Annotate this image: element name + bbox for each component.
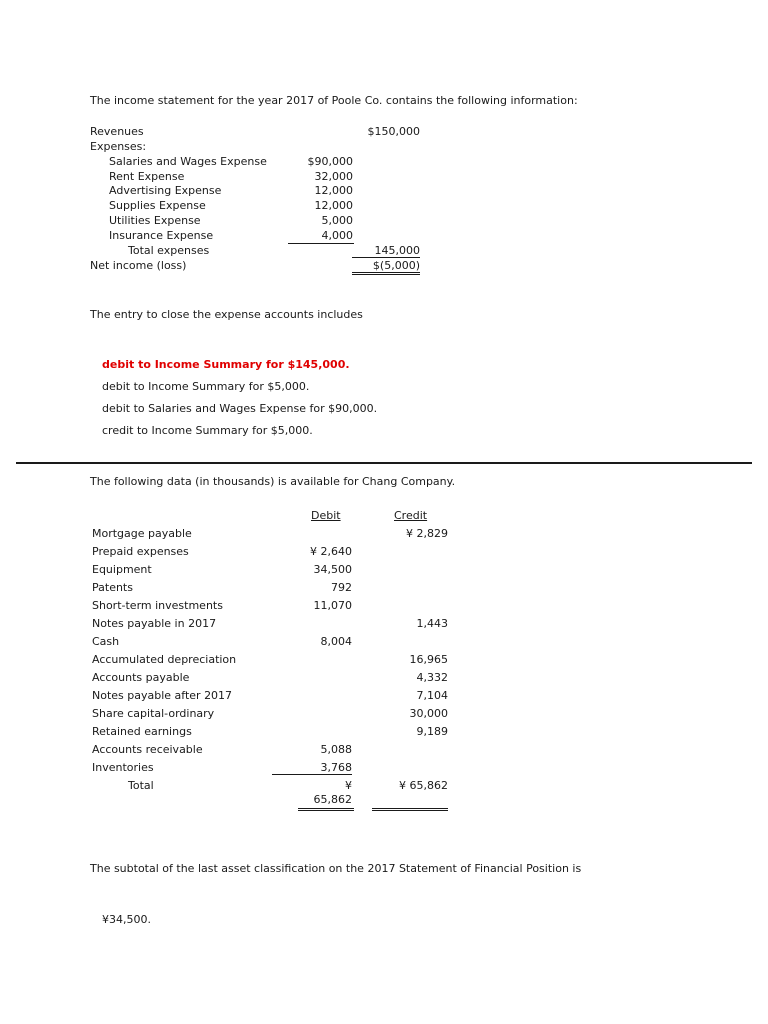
q2-prompt: The following data (in thousands) is available for Chang Company.: [90, 475, 456, 488]
credit-cell: 1,443: [416, 617, 448, 630]
credit-cell: 4,332: [416, 671, 448, 684]
account-label: Accounts payable: [92, 671, 190, 684]
account-label: Short-term investments: [92, 599, 223, 612]
net-income-label: Net income (loss): [90, 259, 187, 272]
expense-value: 12,000: [314, 199, 353, 212]
expense-label: Insurance Expense: [109, 229, 214, 242]
revenues-label: Revenues: [90, 125, 144, 138]
option-d[interactable]: credit to Income Summary for $5,000.: [102, 424, 313, 437]
total-credit-value: ¥ 65,862: [399, 779, 448, 792]
expense-label: Salaries and Wages Expense: [109, 155, 267, 168]
revenues-value: $150,000: [367, 125, 420, 138]
total-debit-symbol: ¥: [345, 779, 352, 792]
expense-value: 4,000: [321, 229, 353, 242]
account-label: Notes payable in 2017: [92, 617, 217, 630]
credit-cell: 7,104: [416, 689, 448, 702]
credit-cell: ¥ 2,829: [406, 527, 448, 540]
debit-cell: 34,500: [313, 563, 352, 576]
total-expenses-value: 145,000: [352, 244, 420, 258]
debit-cell: 8,004: [320, 635, 352, 648]
account-label: Prepaid expenses: [92, 545, 189, 558]
total-debit-value: 65,862: [313, 793, 352, 806]
account-label: Inventories: [92, 761, 154, 774]
account-label: Accumulated depreciation: [92, 653, 237, 666]
credit-cell: 16,965: [409, 653, 448, 666]
expense-value: 32,000: [314, 170, 353, 183]
expense-value: 5,000: [321, 214, 353, 227]
credit-header: Credit: [394, 509, 428, 522]
account-label: Accounts receivable: [92, 743, 203, 756]
expense-value: 12,000: [314, 184, 353, 197]
option-c[interactable]: debit to Salaries and Wages Expense for $90,000.: [102, 402, 378, 415]
debit-cell: 3,768: [272, 761, 352, 775]
expenses-label: Expenses:: [90, 140, 147, 153]
account-label: Equipment: [92, 563, 152, 576]
expense-label: Utilities Expense: [109, 214, 201, 227]
q2-question: The subtotal of the last asset classification on the 2017 Statement of Financial Position is: [90, 862, 582, 875]
total-expenses-label: Total expenses: [128, 244, 210, 257]
credit-cell: 9,189: [416, 725, 448, 738]
expense-subtotal-rule: [288, 243, 354, 244]
debit-cell: 792: [331, 581, 352, 594]
expense-value: $90,000: [307, 155, 353, 168]
debit-cell: 11,070: [313, 599, 352, 612]
expense-label: Rent Expense: [109, 170, 185, 183]
debit-cell: ¥ 2,640: [310, 545, 352, 558]
option-b[interactable]: debit to Income Summary for $5,000.: [102, 380, 310, 393]
q1-prompt: The income statement for the year 2017 of Poole Co. contains the following information:: [90, 94, 578, 107]
total-credit-double-rule: [372, 808, 448, 811]
credit-cell: 30,000: [409, 707, 448, 720]
expense-label: Advertising Expense: [109, 184, 222, 197]
account-label: Share capital-ordinary: [92, 707, 215, 720]
expense-label: Supplies Expense: [109, 199, 206, 212]
option-a-correct[interactable]: debit to Income Summary for $145,000.: [102, 358, 350, 371]
net-income-value: $(5,000): [352, 259, 420, 275]
account-label: Mortgage payable: [92, 527, 192, 540]
total-debit-double-rule: [298, 808, 354, 811]
section-divider: [16, 462, 752, 464]
q2-answer: ¥34,500.: [102, 913, 151, 926]
account-label: Retained earnings: [92, 725, 192, 738]
account-label: Cash: [92, 635, 120, 648]
total-label: Total: [128, 779, 154, 792]
debit-cell: 5,088: [320, 743, 352, 756]
account-label: Notes payable after 2017: [92, 689, 233, 702]
account-label: Patents: [92, 581, 133, 594]
debit-header: Debit: [311, 509, 341, 522]
q1-question: The entry to close the expense accounts includes: [90, 308, 363, 321]
